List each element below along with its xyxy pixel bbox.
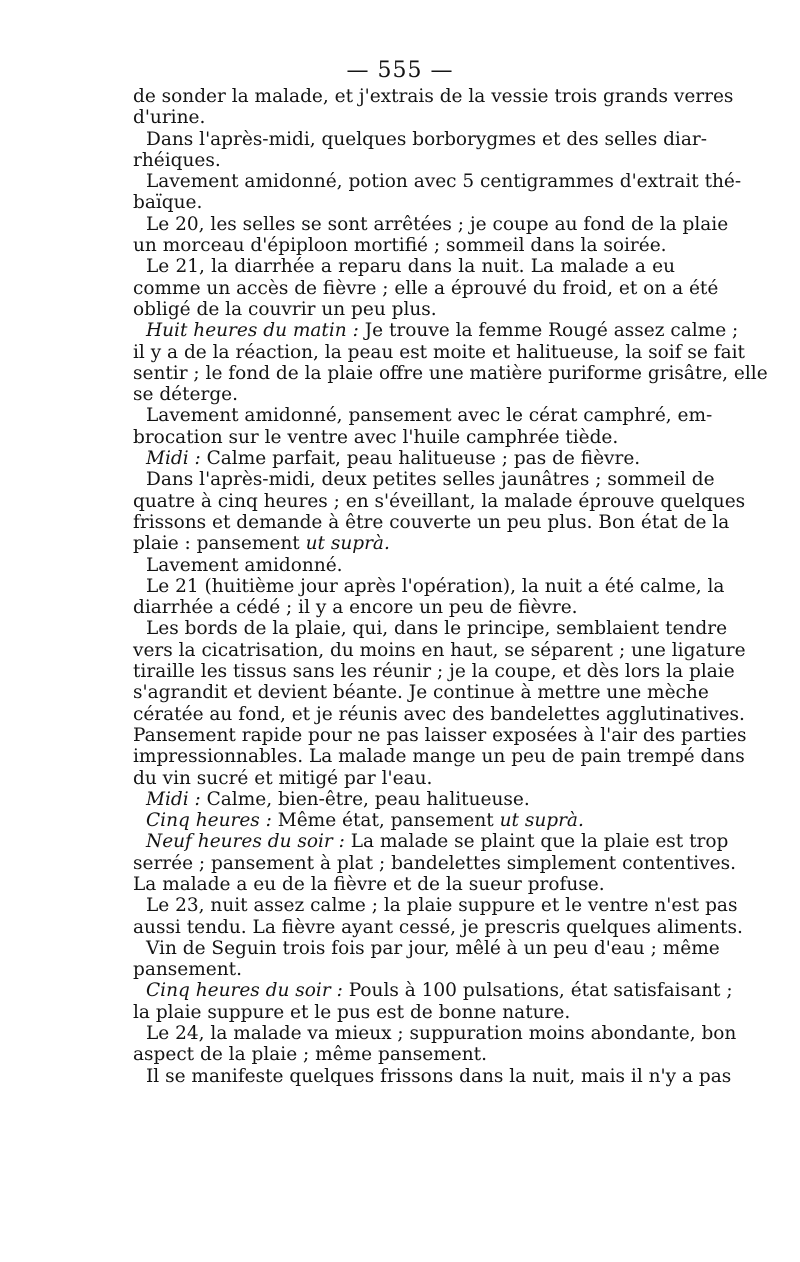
text-run: aussi tendu. La fièvre ayant cessé, je prescris quelques aliments. xyxy=(133,916,743,938)
text-line xyxy=(133,299,675,320)
italic-run: ut suprà. xyxy=(499,810,584,832)
text-line xyxy=(133,256,675,277)
italic-run: Neuf heures du soir : xyxy=(146,831,345,853)
text-line xyxy=(133,831,729,853)
text-run: Pouls à 100 pulsations, état satisfaisant ; xyxy=(342,980,733,1002)
text-run: Le 23, nuit assez calme ; la plaie suppure et le ventre n'est pas xyxy=(146,895,738,917)
text-run: d'urine. xyxy=(133,107,206,129)
text-run: tiraille les tissus sans les réunir ; je la coupe, et dès lors la plaie xyxy=(133,661,735,683)
italic-run: Cinq heures : xyxy=(146,810,272,832)
text-run: Calme, bien-être, peau halitueuse. xyxy=(200,788,530,810)
text-line xyxy=(133,789,675,810)
text-run: impressionnables. La malade mange un peu de pain trempé dans xyxy=(133,746,745,768)
text-line xyxy=(133,916,743,938)
text-line xyxy=(133,511,730,533)
italic-run: ut suprà. xyxy=(305,533,390,555)
text-line xyxy=(133,874,675,895)
text-run: vers la cicatrisation, du moins en haut, se séparent ; une ligature xyxy=(133,639,746,661)
text-run: il y a de la réaction, la peau est moite et halitueuse, la soif se fait xyxy=(133,341,745,363)
body-text xyxy=(133,86,768,1087)
text-line xyxy=(133,703,745,725)
text-line xyxy=(133,768,675,789)
text-line xyxy=(133,150,675,171)
text-line xyxy=(133,1002,675,1023)
text-run: baïque. xyxy=(133,192,203,214)
page-number: — 555 — xyxy=(346,58,454,83)
text-run: obligé de la couvrir un peu plus. xyxy=(133,298,437,320)
text-line xyxy=(133,746,745,768)
text-line xyxy=(133,320,739,342)
text-line xyxy=(133,810,675,831)
text-run: Je trouve la femme Rougé assez calme ; xyxy=(358,320,739,342)
text-run: brocation sur le ventre avec l'huile camphrée tiède. xyxy=(133,426,619,448)
text-run: Le 20, les selles se sont arrêtées ; je coupe au fond de la plaie xyxy=(146,213,729,235)
text-run: du vin sucré et mitigé par l'eau. xyxy=(133,767,433,789)
text-line xyxy=(133,575,725,597)
text-line xyxy=(133,639,746,661)
text-line xyxy=(133,959,675,980)
text-run: La malade a eu de la fièvre et de la sueur profuse. xyxy=(133,873,605,895)
text-line xyxy=(133,277,719,299)
text-line xyxy=(133,937,720,959)
text-line xyxy=(133,213,729,235)
text-line xyxy=(133,86,734,107)
text-run: comme un accès de fièvre ; elle a éprouvé du froid, et on a été xyxy=(133,277,719,299)
text-run: plaie : pansement xyxy=(133,533,306,555)
text-run: un morceau d'épiploon mortifié ; sommeil dans la soirée. xyxy=(133,235,667,257)
text-run: de sonder la malade, et j'extrais de la vessie trois grands verres xyxy=(133,86,734,107)
text-line xyxy=(133,235,675,256)
text-run: serrée ; pansement à plat ; bandelettes simplement contentives. xyxy=(133,852,736,874)
text-run: Le 24, la malade va mieux ; suppuration moins abondante, bon xyxy=(146,1023,737,1045)
text-run: diarrhée a cédé ; il y a encore un peu de fièvre. xyxy=(133,597,578,619)
text-line xyxy=(133,597,675,618)
text-line xyxy=(133,171,742,193)
text-run: Lavement amidonné. xyxy=(146,554,343,576)
text-run: Pansement rapide pour ne pas laisser exposées à l'air des parties xyxy=(133,724,747,746)
text-line xyxy=(133,405,713,427)
text-line xyxy=(133,427,675,448)
text-line xyxy=(133,128,707,150)
text-run: aspect de la plaie ; même pansement. xyxy=(133,1044,487,1066)
italic-run: Midi : xyxy=(146,448,201,470)
text-line xyxy=(133,618,728,640)
text-run: Lavement amidonné, pansement avec le cérat camphré, em- xyxy=(146,405,713,427)
text-run: La malade se plaint que la plaie est trop xyxy=(344,831,729,853)
text-run: Dans l'après-midi, deux petites selles jaunâtres ; sommeil de xyxy=(146,469,715,491)
italic-run: Cinq heures du soir : xyxy=(146,980,343,1002)
text-line xyxy=(133,661,735,683)
text-line xyxy=(133,724,747,746)
text-run: s'agrandit et devient béante. Je continue à mettre une mèche xyxy=(133,682,709,704)
text-line xyxy=(133,192,675,213)
text-line xyxy=(133,341,745,363)
text-run: Lavement amidonné, potion avec 5 centigrammes d'extrait thé- xyxy=(146,171,742,193)
text-line xyxy=(133,469,715,491)
text-run: Le 21 (huitième jour après l'opération), la nuit a été calme, la xyxy=(146,575,725,597)
text-line xyxy=(133,555,675,576)
text-line xyxy=(133,980,733,1002)
text-line xyxy=(133,533,675,554)
text-run: sentir ; le fond de la plaie offre une matière puriforme grisâtre, elle xyxy=(133,362,768,384)
text-run: Vin de Seguin trois fois par jour, mêlé à un peu d'eau ; même xyxy=(146,937,720,959)
text-run: Calme parfait, peau halitueuse ; pas de fièvre. xyxy=(200,448,641,470)
text-run: Le 21, la diarrhée a reparu dans la nuit. La malade a eu xyxy=(146,256,675,278)
text-line xyxy=(133,1023,737,1045)
text-run: Même état, pansement xyxy=(271,810,500,832)
text-run: cératée au fond, et je réunis avec des bandelettes agglutinatives. xyxy=(133,703,745,725)
text-run: Dans l'après-midi, quelques borborygmes et des selles diar- xyxy=(146,128,707,150)
text-run: rhéiques. xyxy=(133,149,221,171)
text-run: Il se manifeste quelques frissons dans la nuit, mais il n'y a pas xyxy=(146,1065,732,1087)
text-line xyxy=(133,362,768,384)
italic-run: Midi : xyxy=(146,788,201,810)
text-run: la plaie suppure et le pus est de bonne nature. xyxy=(133,1001,571,1023)
text-line xyxy=(133,384,675,405)
text-run: Les bords de la plaie, qui, dans le principe, semblaient tendre xyxy=(146,618,728,640)
text-run: quatre à cinq heures ; en s'éveillant, la malade éprouve quelques xyxy=(133,490,746,512)
text-line xyxy=(133,1065,732,1087)
text-line xyxy=(133,107,675,128)
text-line xyxy=(133,852,736,874)
text-run: se déterge. xyxy=(133,384,239,406)
text-line xyxy=(133,448,675,469)
text-line xyxy=(133,895,738,917)
text-line xyxy=(133,682,709,704)
text-run: frissons et demande à être couverte un peu plus. Bon état de la xyxy=(133,511,730,533)
text-run: pansement. xyxy=(133,959,242,981)
text-line xyxy=(133,1044,675,1065)
text-line xyxy=(133,490,746,512)
italic-run: Huit heures du matin : xyxy=(146,320,359,342)
